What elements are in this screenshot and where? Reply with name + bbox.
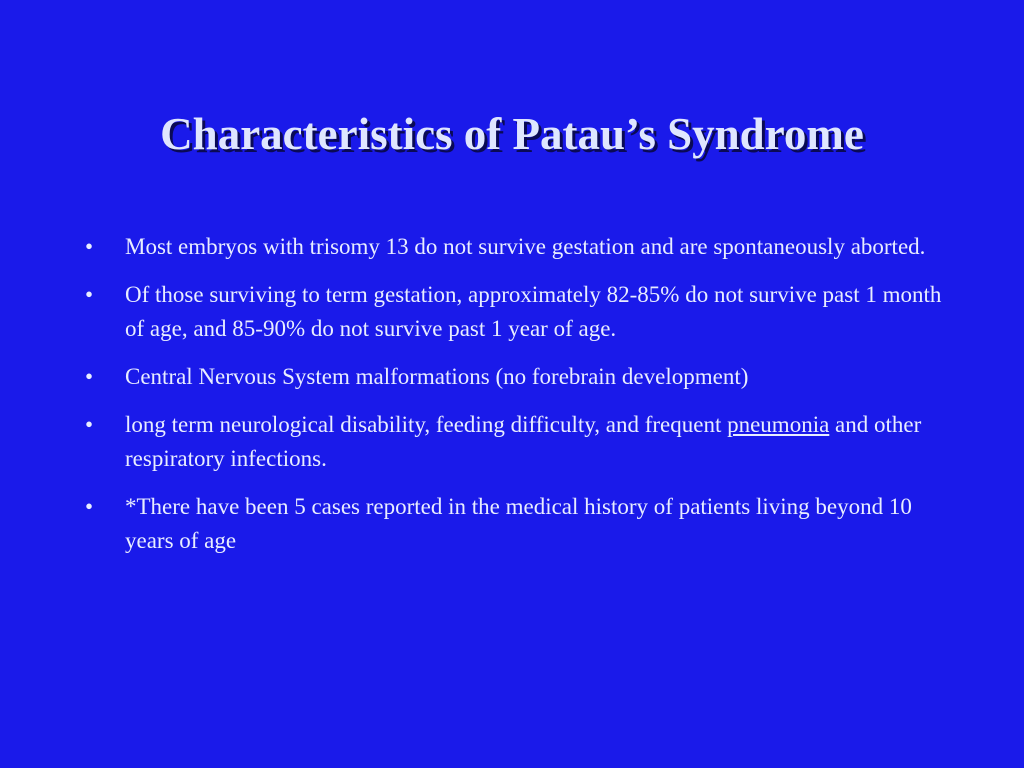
pneumonia-link[interactable]: pneumonia — [727, 412, 830, 437]
bullet-item-4 — [85, 408, 945, 476]
bullet-icon: • — [85, 234, 94, 259]
bullet-icon: • — [85, 282, 94, 307]
bullet-text: Central Nervous System malformations (no forebrain development) — [125, 364, 749, 389]
slide-title: Characteristics of Patau’s Syndrome — [160, 109, 864, 159]
bullet-item-1 — [85, 230, 945, 264]
bullet-item-5 — [85, 490, 945, 558]
bullet-item-2 — [85, 278, 945, 346]
bullet-icon: • — [85, 494, 94, 519]
bullet-text: *There have been 5 cases reported in the medical history of patients living beyond 10 years of age — [125, 494, 912, 553]
bullet-item-3 — [85, 360, 945, 394]
bullet-text: Of those surviving to term gestation, approximately 82-85% do not survive past 1 month of age, and 85-90% do not survive past 1 year of age. — [125, 282, 942, 341]
bullet-icon: • — [85, 412, 94, 437]
bullet-text-after: and other respiratory infections. — [125, 412, 922, 471]
bullet-list — [85, 230, 945, 572]
bullet-text: Most embryos with trisomy 13 do not survive gestation and are spontaneously aborted. — [125, 234, 926, 259]
bullet-icon: • — [85, 364, 94, 389]
bullet-text-before: long term neurological disability, feeding difficulty, and frequent — [125, 412, 728, 437]
